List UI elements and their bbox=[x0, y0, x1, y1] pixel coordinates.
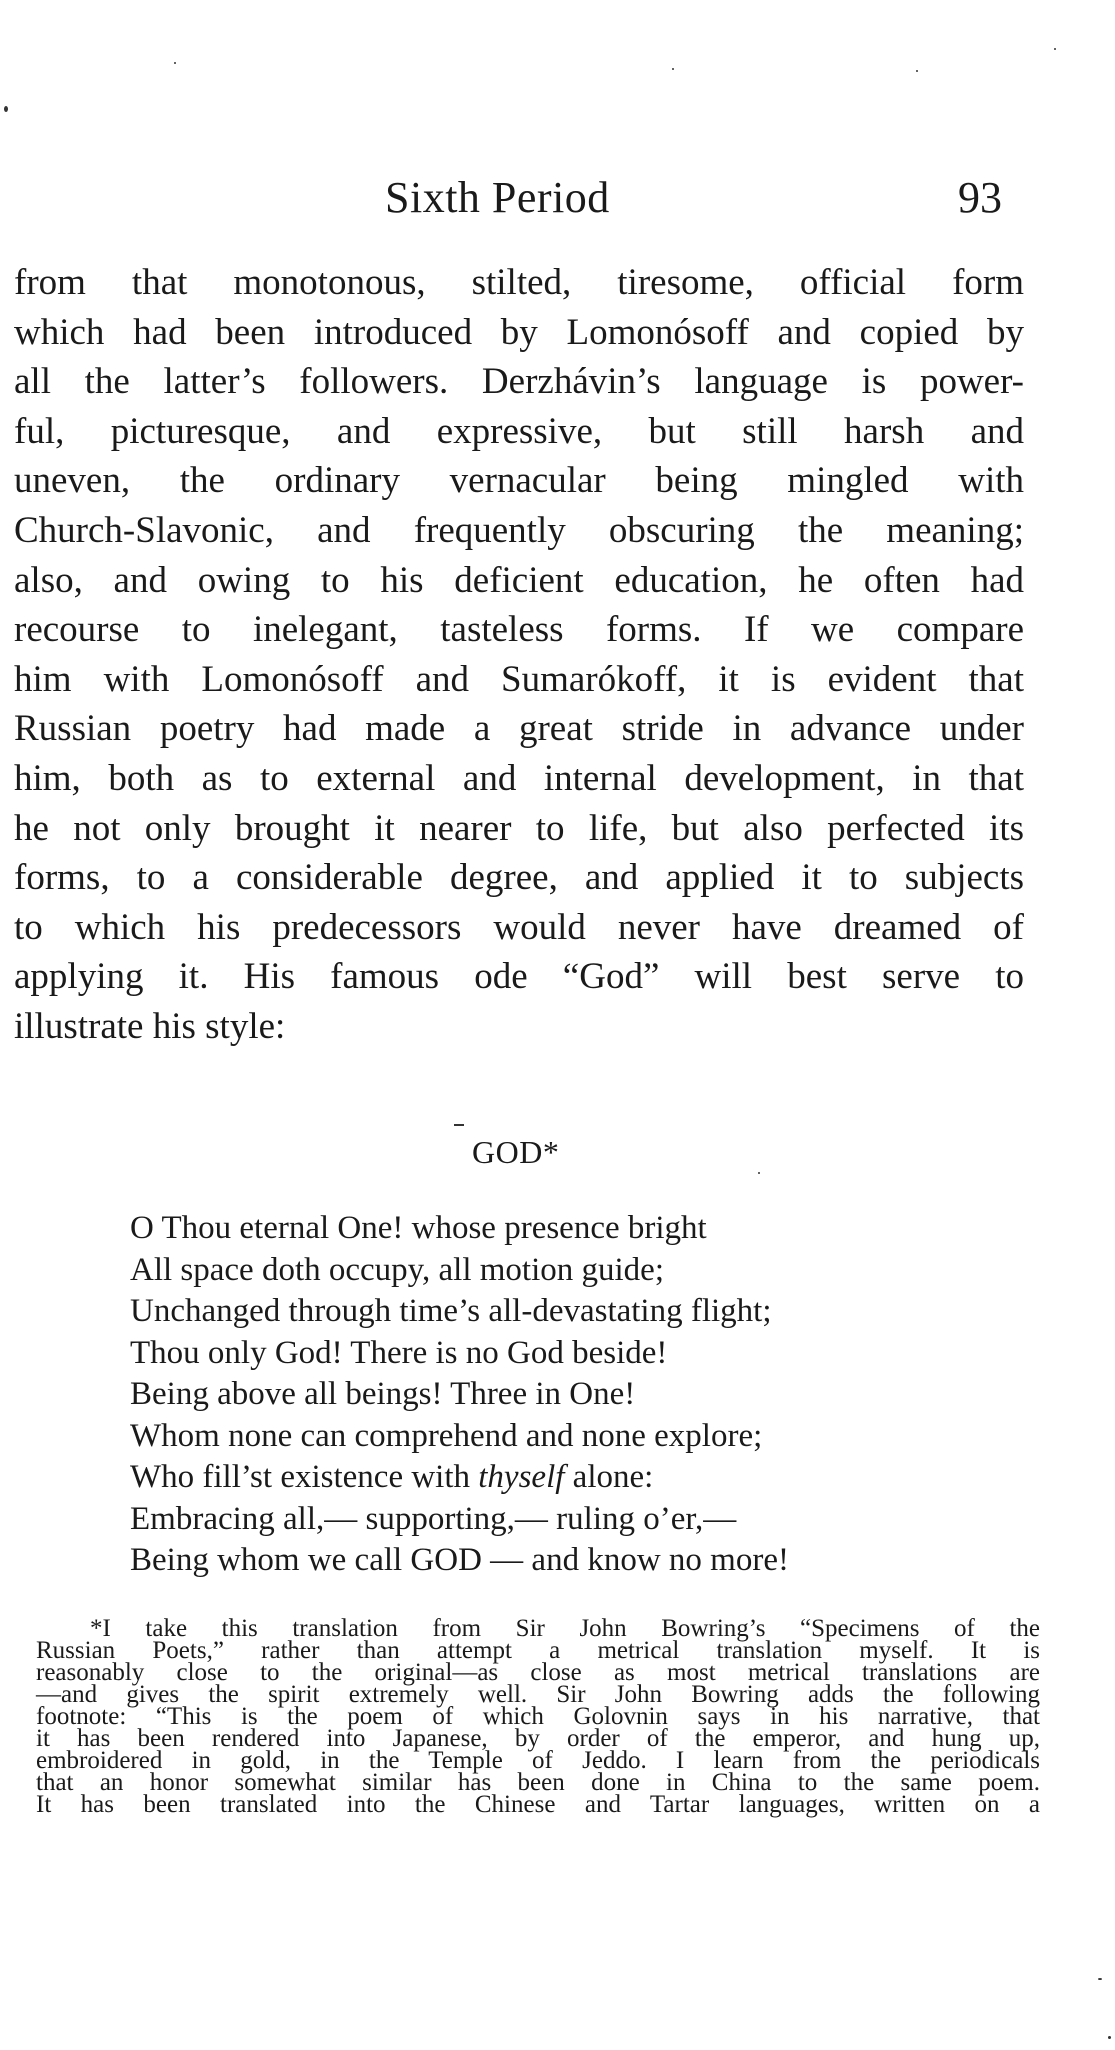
footnote-line: that an honor somewhat similar has been done in China to the same poem. bbox=[36, 1769, 1040, 1796]
body-line: uneven, the ordinary vernacular being mingled with bbox=[14, 460, 1024, 502]
poem-line: Being above all beings! Three in One! bbox=[130, 1376, 636, 1412]
footnote-line: It has been translated into the Chinese and Tartar languages, written on a bbox=[36, 1791, 1040, 1818]
body-line: illustrate his style: bbox=[14, 1005, 286, 1047]
body-line: from that monotonous, stilted, tiresome, official form bbox=[14, 262, 1024, 303]
scan-speck bbox=[454, 1124, 464, 1126]
body-paragraph bbox=[14, 258, 1024, 1052]
body-line: ful, picturesque, and expressive, but still harsh and bbox=[14, 410, 1024, 452]
poem-line-text: alone: bbox=[564, 1459, 654, 1495]
poem-line: Embracing all,— supporting,— ruling o’er,— bbox=[130, 1500, 737, 1537]
footnote-line: Russian Poets,” rather than attempt a metrical translation myself. It is bbox=[36, 1637, 1040, 1664]
page-number: 93 bbox=[958, 173, 1002, 222]
body-line: Russian poetry had made a great stride in advance under bbox=[14, 708, 1024, 750]
scan-speck bbox=[174, 62, 176, 64]
poem-line bbox=[130, 1457, 1030, 1499]
scan-speck bbox=[1108, 2036, 1111, 2039]
body-line: he not only brought it nearer to life, but also perfected its bbox=[14, 807, 1024, 849]
scan-speck bbox=[4, 106, 8, 112]
poem-line: Unchanged through time’s all-devastating flight; bbox=[130, 1293, 772, 1329]
body-line: which had been introduced by Lomonósoff and copied by bbox=[14, 311, 1024, 353]
body-line: forms, to a considerable degree, and applied it to subjects bbox=[14, 857, 1024, 899]
body-line: recourse to inelegant, tasteless forms. If we compare bbox=[14, 609, 1024, 651]
body-line: him with Lomonósoff and Sumarókoff, it is evident that bbox=[14, 658, 1024, 700]
body-line: Church-Slavonic, and frequently obscuring the meaning; bbox=[14, 509, 1024, 551]
running-title: Sixth Period bbox=[385, 173, 610, 222]
running-head bbox=[0, 172, 1115, 232]
footnote-line: footnote: “This is the poem of which Golovnin says in his narrative, that bbox=[36, 1703, 1040, 1730]
poem-line: O Thou eternal One! whose presence bright bbox=[130, 1210, 707, 1246]
body-line: all the latter’s followers. Derzhávin’s language is power- bbox=[14, 361, 1024, 403]
poem-line: Being whom we call GOD — and know no more! bbox=[130, 1542, 789, 1578]
body-line: him, both as to external and internal development, in that bbox=[14, 757, 1024, 799]
footnote-line: it has been rendered into Japanese, by order of the emperor, and hung up, bbox=[36, 1725, 1040, 1752]
footnote-line: —and gives the spirit extremely well. Sir John Bowring adds the following bbox=[36, 1681, 1040, 1708]
scan-speck bbox=[758, 1172, 760, 1174]
poem-title: GOD* bbox=[472, 1134, 560, 1170]
scan-speck bbox=[672, 68, 674, 70]
poem-line: All space doth occupy, all motion guide; bbox=[130, 1251, 664, 1288]
poem-line: Thou only God! There is no God beside! bbox=[130, 1334, 668, 1371]
scan-speck bbox=[1098, 1978, 1102, 1980]
footnote-line: *I take this translation from Sir John Bowring’s “Specimens of the bbox=[90, 1615, 1040, 1642]
poem-stanza bbox=[130, 1208, 1030, 1582]
footnote-line: embroidered in gold, in the Temple of Jeddo. I learn from the periodicals bbox=[36, 1747, 1040, 1774]
body-line: applying it. His famous ode “God” will best serve to bbox=[14, 956, 1024, 998]
scan-speck bbox=[1054, 48, 1056, 50]
poem-line-italic: thyself bbox=[478, 1459, 565, 1495]
poem-line-text: Who fill’st existence with bbox=[130, 1459, 479, 1495]
footnote-line: reasonably close to the original—as close as most metrical translations are bbox=[36, 1659, 1040, 1686]
body-line: also, and owing to his deficient education, he often had bbox=[14, 559, 1024, 601]
poem-line: Whom none can comprehend and none explore; bbox=[130, 1417, 763, 1454]
footnote bbox=[36, 1615, 1040, 1818]
scan-speck bbox=[916, 70, 918, 72]
body-line: to which his predecessors would never have dreamed of bbox=[14, 906, 1024, 948]
